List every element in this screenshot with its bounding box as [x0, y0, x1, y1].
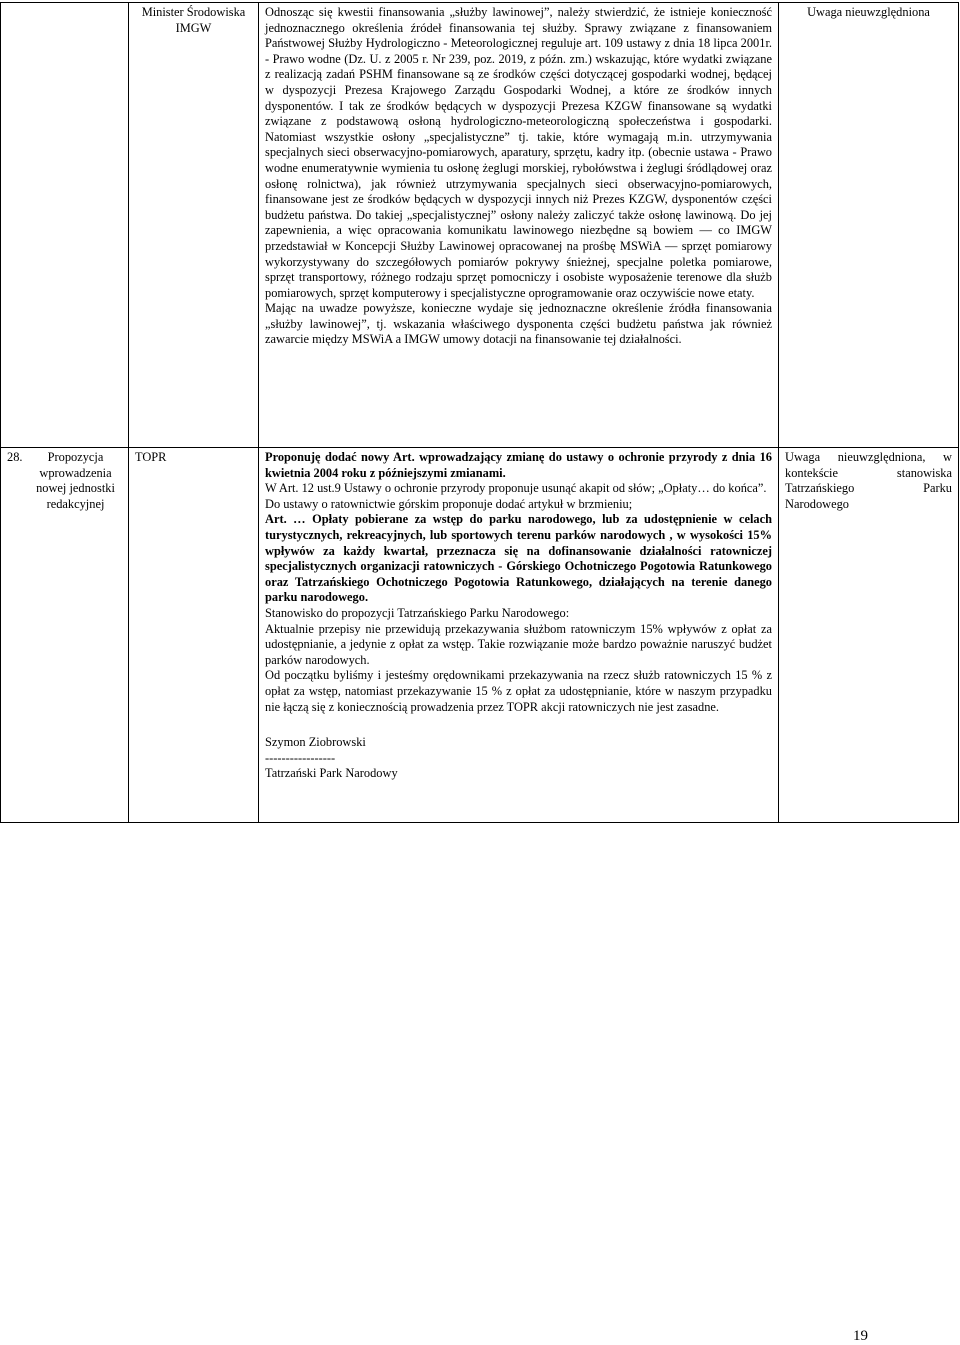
content-paragraph: Od początku byliśmy i jesteśmy orędownikami przekazywania na rzecz służb ratowniczych 15 % z opłat za wstęp, natomiast przekazywanie 15 % z opłat za udostępnianie, które w naszym przypadku nie łączą się z koniecznością prowadzenia przez TOPR akcji ratowniczych nie jest zasadne.: [265, 668, 772, 714]
content-paragraph: Do ustawy o ratownictwie górskim proponuje dodać artykuł w brzmieniu;: [265, 496, 633, 511]
cell-number-proposal: [1, 448, 129, 823]
cell-content: [259, 3, 779, 448]
signature-line: -----------------: [265, 750, 336, 765]
signature-name: Szymon Ziobrowski: [265, 735, 366, 750]
cell-author: [129, 448, 259, 823]
content-paragraph: W Art. 12 ust.9 Ustawy o ochronie przyrody proponuje usunąć akapit od słów; „Opłaty… do końca”.: [265, 481, 767, 496]
table-row: [1, 448, 959, 823]
proposal-heading: Proponuję dodać nowy Art. wprowadzający zmianę do ustawy o ochronie przyrody z dnia 16 kwietnia 2004 roku z późniejszymi zmianami.: [265, 450, 772, 480]
content-paragraph: Stanowisko do propozycji Tatrzańskiego Parku Narodowego:: [265, 605, 570, 620]
content-paragraph: Mając na uwadze powyższe, konieczne wydaje się jednoznaczne określenie źródła finansowania „służby lawinowej”, tj. wskazania właściwego dysponenta części budżetu państwa jak również zawarcie między MSWiA a IMGW umowy dotacji na finansowanie tej działalności.: [265, 301, 772, 347]
proposed-article: Art. … Opłaty pobierane za wstęp do parku narodowego, lub za udostępnienie w celach turystycznych, rekreacyjnych, lub sportowych terenu parków narodowych , w wysokości 15% wpływów za każdy kwartał, przeznacza się na dofinansowanie działalności ratowniczej specjalistycznych organizacji ratowniczych - Górskiego Ochotniczego Pogotowia Ratunkowego oraz Tatrzańskiego Ochotniczego Pogotowia Ratunkowego, działających na terenie danego parku narodowego.: [265, 512, 772, 605]
decision-text: Uwaga nieuwzględniona: [807, 5, 930, 19]
decision-text: Uwaga nieuwzględniona, w kontekście stanowiska Tatrzańskiego Parku Narodowego: [785, 450, 952, 511]
author-text: Minister Środowiska IMGW: [141, 5, 246, 35]
page-number: 19: [853, 1328, 868, 1344]
cell-decision: [779, 448, 959, 823]
author-text: TOPR: [135, 450, 167, 464]
cell-number-proposal: [1, 3, 129, 448]
item-number: 28.: [7, 450, 23, 464]
signature-block: [265, 735, 772, 782]
proposal-text: Propozycja wprowadzenia nowej jednostki redakcyjnej: [36, 450, 115, 511]
table-row: [1, 3, 959, 448]
cell-content: [259, 448, 779, 823]
cell-decision: [779, 3, 959, 448]
content-paragraph: Odnosząc się kwestii finansowania „służby lawinowej”, należy stwierdzić, że istnieje konieczność jednoznacznego określenia źródeł finansowania tej służby. Sprawy związane z finansowaniem Państwowej Służby Hydrologiczno - Meteorologicznej reguluje art. 109 ustawy z dnia 18 lipca 2001r. - Prawo wodne (Dz. U. z 2005 r. Nr 239, poz. 2019, z późn. zm.) wskazując, które wydatki związane z realizacją zadań PSHM finansowane są ze środków części dotyczącej gospodarki wodnej, będącej w dyspozycji Prezesa Krajowego Zarządu Gospodarki Wodnej, a które ze środków innych dysponentów. I tak ze środków będących w dyspozycji Prezesa KZGW finansowane są wydatki związane z podstawową osłoną hydrologiczno-meteorologiczną społeczeństwa i gospodarki. Natomiast wszystkie osłony „specjalistyczne” tj. takie, które wymagają m.in. utrzymywania specjalnych sieci obserwacyjno-pomiarowych, aparatury, sprzętu, kadry itp. (obecnie ustawa - Prawo wodne enumeratywnie wymienia tu osłonę żeglugi morskiej, rybołówstwa i żeglugi śródlądowej oraz osłonę rolnictwa), jak również utrzymywania specjalnych sieci obserwacyjno-pomiarowych, finansowane jest ze środków będących w dyspozycji innych niż Prezes KZGW, dysponentów części budżetu państwa. Do takiej „specjalistycznej” osłony należy zaliczyć także osłonę lawinową. Do jej zapewnienia, a więc opracowania komunikatu lawinowego niezbędne są bowiem — co IMGW przedstawiał w Koncepcji Służby Lawinowej opracowanej na prośbę MSWiA — sprzęt pomiarowy wykorzystywany do szczegółowych pomiarów pokrywy śnieżnej, specjalne poletka pomiarowe, sprzęt transportowy, różnego rodzaju sprzęt pomocniczy i osobiste wyposażenie terenowe dla służb pomiarowych, sprzęt komputerowy i specjalistyczne oprogramowanie oraz oczywiście nowe etaty.: [265, 5, 772, 300]
cell-author: [129, 3, 259, 448]
content-paragraph: Aktualnie przepisy nie przewidują przekazywania służbom ratowniczym 15% wpływów z opłat za udostępnianie, a jedynie z opłat za wstęp. Takie rozwiązanie może bardzo poważnie naruszyć budżet parków narodowych.: [265, 621, 772, 667]
signature-organization: Tatrzański Park Narodowy: [265, 766, 398, 781]
comments-table: [0, 2, 959, 823]
